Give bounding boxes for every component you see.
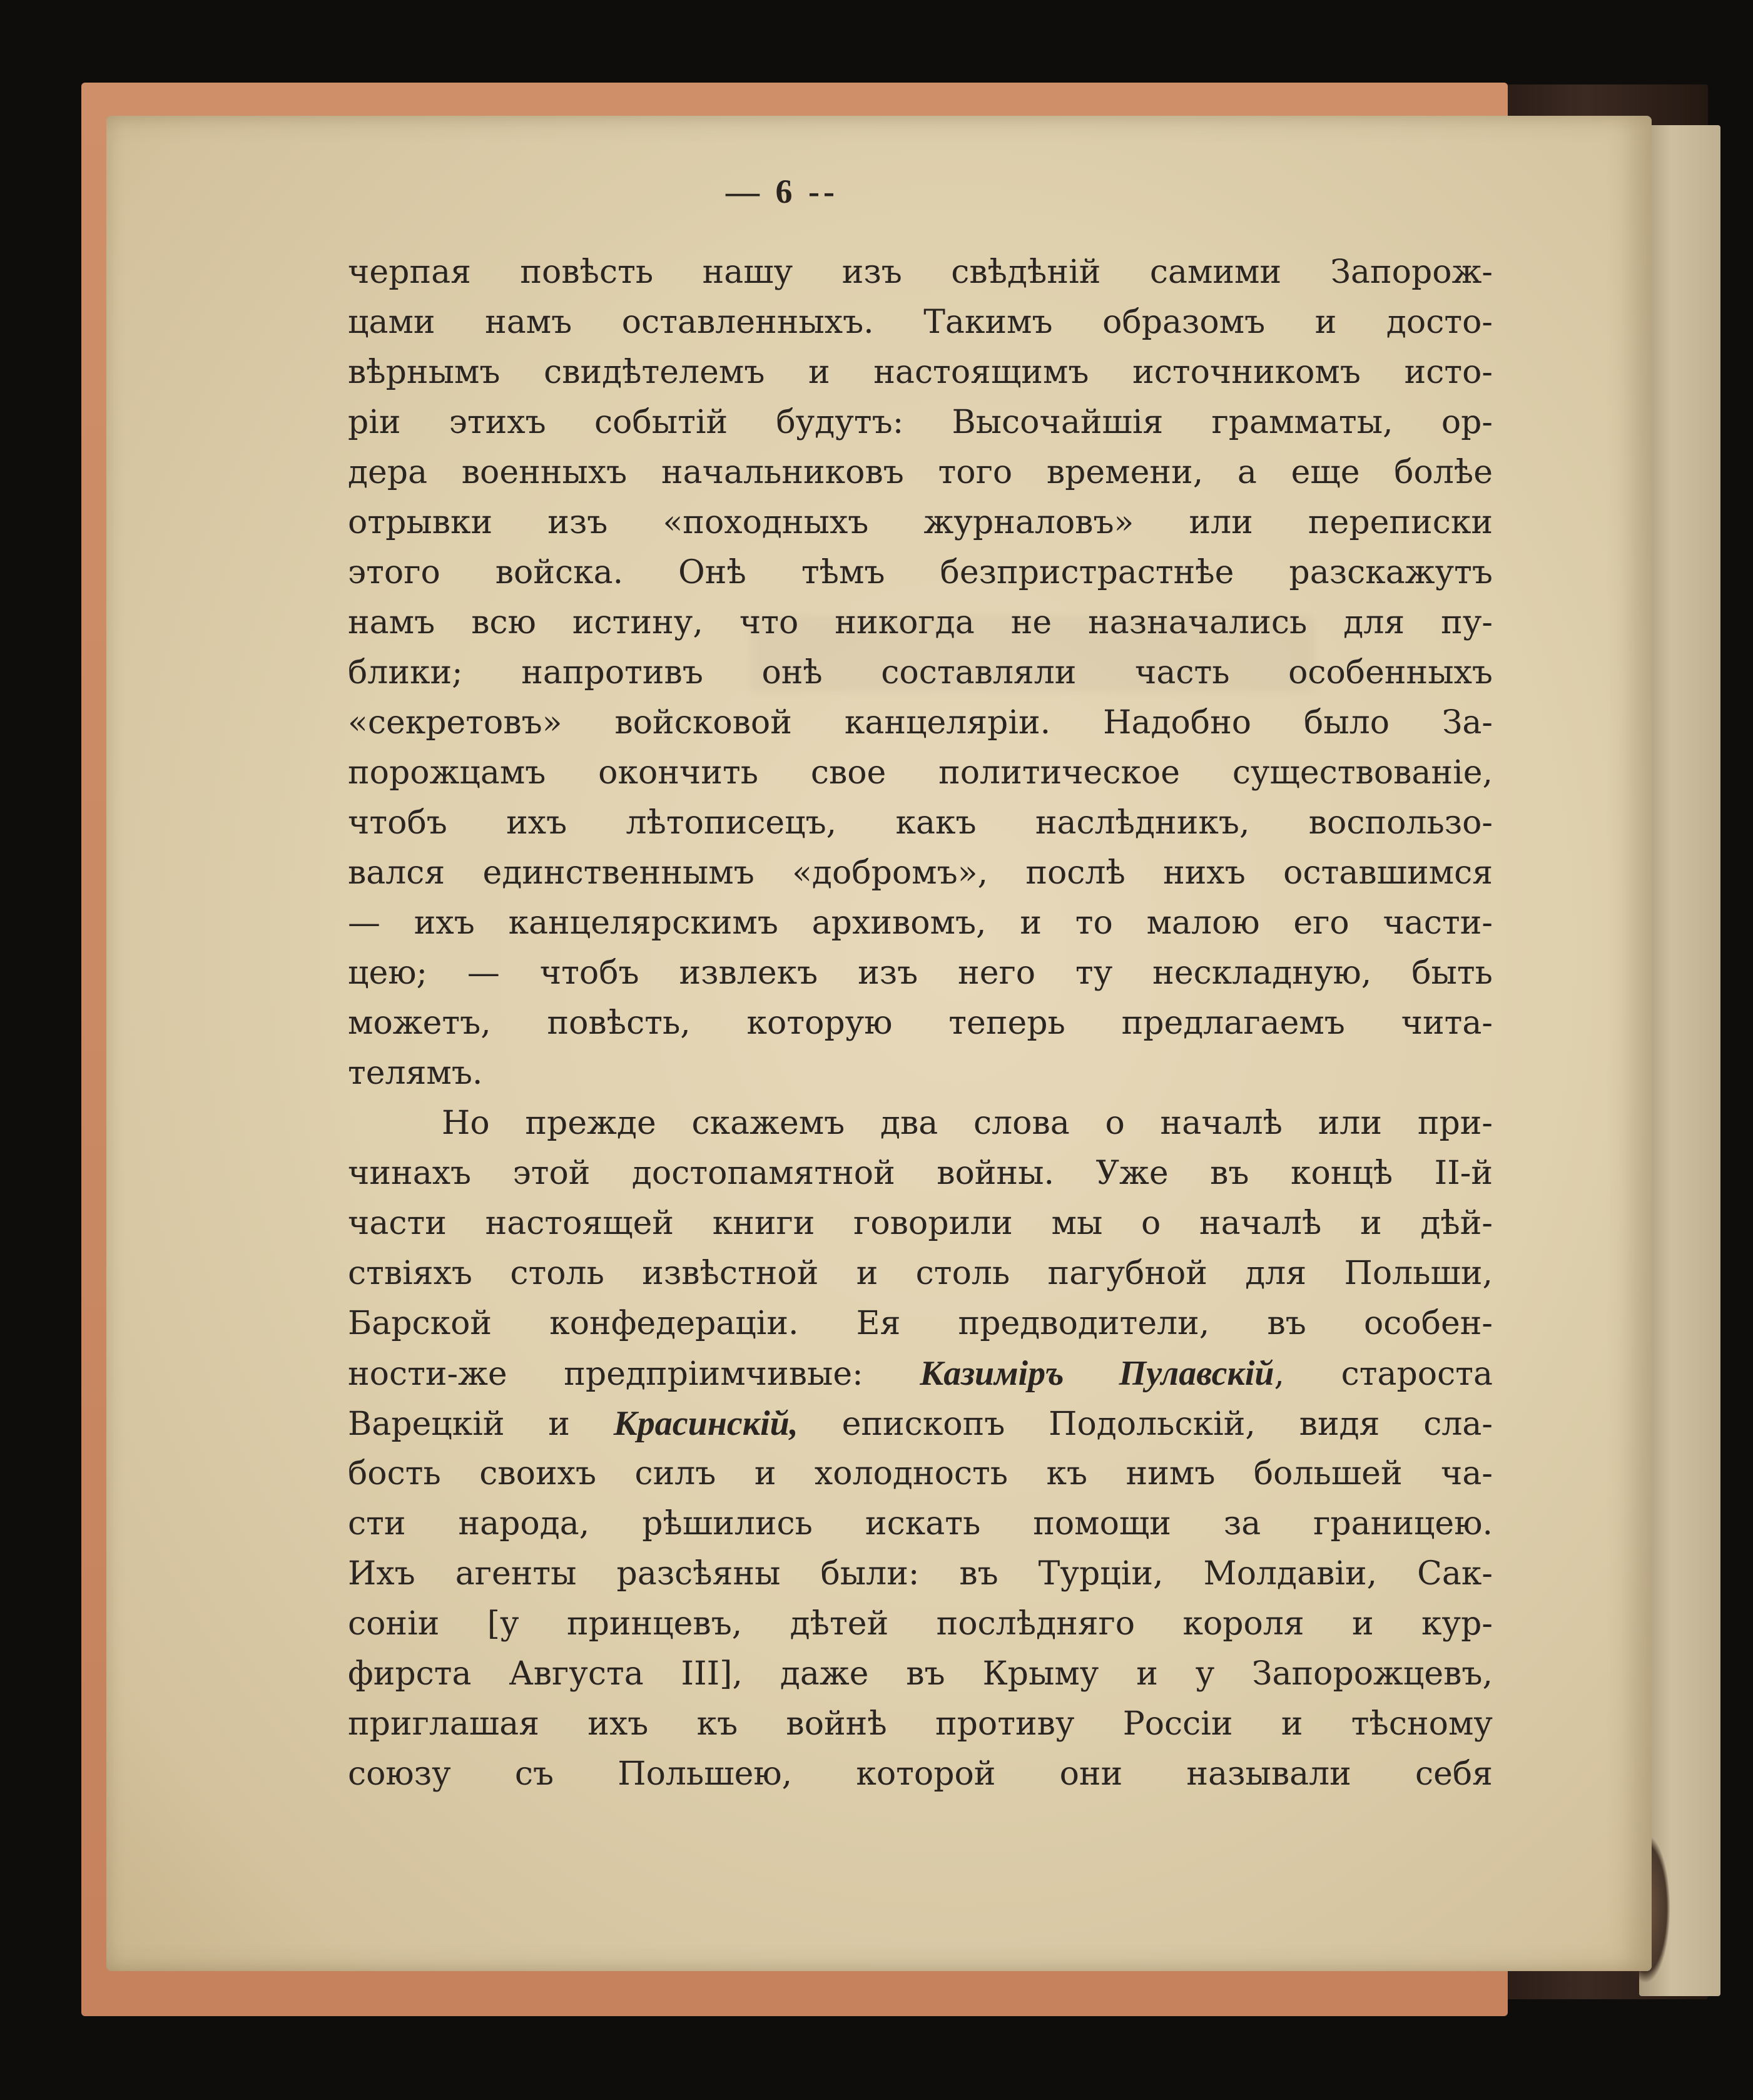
- text-line: этого войска. Онѣ тѣмъ безпристрастнѣе разскажутъ: [348, 554, 1493, 591]
- text-line: — ихъ канцелярскимъ архивомъ, и то малою его части-: [348, 904, 1493, 942]
- body-text: [348, 247, 1493, 1799]
- text-line: «секретовъ» войсковой канцеляріи. Надобно было За-: [348, 704, 1493, 742]
- text-line: черпая повѣсть нашу изъ свѣдѣній самими Запорож-: [348, 253, 1493, 291]
- text-line: вался единственнымъ «добромъ», послѣ нихъ оставшимся: [348, 854, 1493, 892]
- page-number: — 6 --: [726, 173, 838, 210]
- text-segment: ности-же предпріимчивые:: [348, 1355, 920, 1393]
- text-line: отрывки изъ «походныхъ журналовъ» или переписки: [348, 504, 1493, 541]
- text-line: блики; напротивъ онѣ составляли часть особенныхъ: [348, 654, 1493, 691]
- text-line: можетъ, повѣсть, которую теперь предлагаемъ чита-: [348, 1004, 1493, 1042]
- text-line-with-name: [348, 1348, 1493, 1399]
- text-line: союзу съ Польшею, которой они называли себя: [348, 1755, 1493, 1793]
- text-line: приглашая ихъ къ войнѣ противу Россіи и тѣсному: [348, 1705, 1493, 1743]
- text-segment: Варецкій и: [348, 1405, 614, 1443]
- text-segment: , староста: [1274, 1355, 1493, 1393]
- text-line: чинахъ этой достопамятной войны. Уже въ концѣ II-й: [348, 1154, 1493, 1192]
- text-line-with-name: [348, 1399, 1493, 1449]
- text-line: части настоящей книги говорили мы о началѣ и дѣй-: [348, 1205, 1493, 1242]
- italic-name-krasinsky: Красинскій,: [613, 1404, 798, 1443]
- italic-name-pulavsky: Казиміръ Пулавскій: [920, 1354, 1274, 1393]
- text-line: вѣрнымъ свидѣтелемъ и настоящимъ источникомъ исто-: [348, 354, 1493, 391]
- text-line: дера военныхъ начальниковъ того времени, а еще болѣе: [348, 454, 1493, 491]
- text-line: цею; — чтобъ извлекъ изъ него ту нескладную, быть: [348, 954, 1493, 992]
- text-line: Ихъ агенты разсѣяны были: въ Турціи, Молдавіи, Сак-: [348, 1555, 1493, 1593]
- paragraph-end-line: телямъ.: [348, 1054, 483, 1092]
- text-line: ствіяхъ столь извѣстной и столь пагубной для Польши,: [348, 1255, 1493, 1292]
- text-segment: епископъ Подольскій, видя сла-: [798, 1405, 1493, 1443]
- paragraph-start-line: Но прежде скажемъ два слова о началѣ или при-: [442, 1104, 1493, 1142]
- text-line: чтобъ ихъ лѣтописецъ, какъ наслѣдникъ, воспользо-: [348, 804, 1493, 842]
- text-line: фирста Августа III], даже въ Крыму и у Запорожцевъ,: [348, 1655, 1493, 1693]
- text-line: ріи этихъ событій будутъ: Высочайшія грамматы, ор-: [348, 404, 1493, 441]
- text-line: намъ всю истину, что никогда не назначались для пу-: [348, 604, 1493, 641]
- text-line: порожцамъ окончить свое политическое существованіе,: [348, 754, 1493, 792]
- text-line: сти народа, рѣшились искать помощи за границею.: [348, 1505, 1493, 1542]
- text-line: соніи [у принцевъ, дѣтей послѣдняго короля и кур-: [348, 1605, 1493, 1643]
- text-line: цами намъ оставленныхъ. Такимъ образомъ и досто-: [348, 303, 1493, 341]
- text-line: бость своихъ силъ и холодность къ нимъ большей ча-: [348, 1455, 1493, 1492]
- text-line: Барской конфедераціи. Ея предводители, въ особен-: [348, 1305, 1493, 1342]
